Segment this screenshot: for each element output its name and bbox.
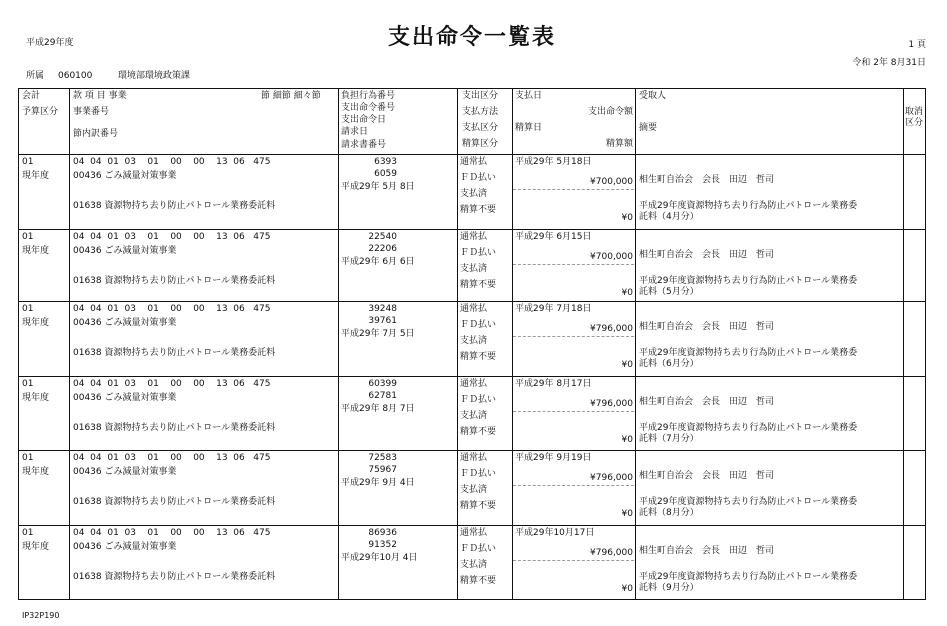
cell-kubun: 現年度: [22, 467, 50, 477]
cell-memo: 平成29年度資源物持ち去り行為防止パトロール業務委: [639, 423, 858, 433]
cell-codes: 04 04 01 03 01 00 00 13 06 475: [73, 304, 271, 314]
cell-shiharai-status: 支払済: [460, 485, 488, 495]
cell-shiharai-kubun: 通常払: [460, 528, 488, 538]
table-row: [19, 302, 925, 376]
cell-divider: [513, 336, 634, 337]
cell-pay-date: 平成29年 5月18日: [515, 157, 592, 167]
cell-amount: ¥796,000: [590, 324, 633, 334]
cell-payee: 相生町自治会 会長 田辺 哲司: [639, 322, 775, 332]
cell-seisan-kubun: 精算不要: [460, 501, 497, 511]
cell-meirei-no: 39761: [368, 316, 397, 326]
cell-pay-date: 平成29年 6月15日: [515, 232, 592, 242]
header-yosan-kubun: 予算区分: [22, 107, 59, 117]
cell-seisan-kubun: 精算不要: [460, 427, 497, 437]
header-seikyu-no: 請求書番号: [341, 140, 387, 150]
header-futan-no: 負担行為番号: [341, 91, 396, 101]
cell-uchiwake: 01638 資源物持ち去り防止パトロール業務委託料: [73, 497, 276, 507]
cell-futan-no: 6393: [374, 157, 397, 167]
cell-payee: 相生町自治会 会長 田辺 哲司: [639, 397, 775, 407]
cell-meirei-no: 75967: [368, 465, 397, 475]
cell-jigyo: 00436 ごみ減量対策事業: [73, 393, 177, 403]
header-seisan-bi: 精算日: [515, 123, 543, 133]
cell-amount: ¥796,000: [590, 548, 633, 558]
cell-memo-cont: 託料（6月分）: [639, 359, 699, 369]
cell-meirei-no: 6059: [374, 169, 397, 179]
header-uchiwake: 節内訳番号: [73, 129, 119, 139]
cell-payee: 相生町自治会 会長 田辺 哲司: [639, 546, 775, 556]
cell-codes: 04 04 01 03 01 00 00 13 06 475: [73, 528, 271, 538]
cell-kaikei: 01: [22, 304, 34, 314]
cell-divider: [513, 411, 634, 412]
cell-kaikei: 01: [22, 528, 34, 538]
header-torikeshi-kubun: 区分: [905, 118, 924, 128]
cell-shiharai-status: 支払済: [460, 411, 488, 421]
department-name: 環境部環境政策課: [118, 71, 191, 81]
cell-shiharai-houhou: ＦＤ払い: [460, 320, 497, 330]
cell-shiharai-status: 支払済: [460, 560, 488, 570]
cell-shiharai-kubun: 通常払: [460, 157, 488, 167]
cell-memo-cont: 託料（4月分）: [639, 212, 699, 222]
cell-futan-no: 39248: [368, 304, 397, 314]
cell-divider: [513, 485, 634, 486]
cell-payee: 相生町自治会 会長 田辺 哲司: [639, 250, 775, 260]
table-row: [19, 377, 925, 450]
cell-kubun: 現年度: [22, 318, 50, 328]
cell-codes: 04 04 01 03 01 00 00 13 06 475: [73, 232, 271, 242]
cell-meirei-date: 平成29年 9月 4日: [341, 478, 415, 488]
header-meirei-gaku: 支出命令額: [587, 107, 633, 117]
header-shiharai-kubun2: 支払区分: [462, 123, 499, 133]
cell-codes: 04 04 01 03 01 00 00 13 06 475: [73, 379, 271, 389]
cell-meirei-date: 平成29年 6月 6日: [341, 257, 415, 267]
header-kanko: 款 項 目 事業: [73, 91, 127, 101]
cell-meirei-no: 62781: [368, 391, 397, 401]
cell-shiharai-kubun: 通常払: [460, 304, 488, 314]
cell-amount: ¥700,000: [590, 252, 633, 262]
cell-amount: ¥796,000: [590, 399, 633, 409]
cell-kaikei: 01: [22, 453, 34, 463]
header-meirei-no: 支出命令番号: [341, 103, 396, 113]
cell-seisan-amount: ¥0: [621, 360, 633, 370]
cell-pay-date: 平成29年 8月17日: [515, 379, 592, 389]
cell-seisan-amount: ¥0: [621, 435, 633, 445]
header-meirei-date: 支出命令日: [341, 115, 387, 125]
header-jigyo-no: 事業番号: [73, 107, 110, 117]
header-tekiyo: 摘要: [639, 123, 658, 133]
cell-payee: 相生町自治会 会長 田辺 哲司: [639, 175, 775, 185]
cell-uchiwake: 01638 資源物持ち去り防止パトロール業務委託料: [73, 276, 276, 286]
page-number: 1 頁: [908, 40, 926, 50]
header-kaikei: 会計: [22, 91, 41, 101]
cell-seisan-kubun: 精算不要: [460, 576, 497, 586]
cell-memo-cont: 託料（7月分）: [639, 434, 699, 444]
cell-uchiwake: 01638 資源物持ち去り防止パトロール業務委託料: [73, 201, 276, 211]
cell-meirei-no: 22206: [368, 244, 397, 254]
table-row: [19, 451, 925, 525]
fiscal-year: 平成29年度: [26, 38, 74, 48]
cell-futan-no: 60399: [368, 379, 397, 389]
report-code: IP32P190: [22, 611, 60, 620]
cell-seisan-kubun: 精算不要: [460, 205, 497, 215]
cell-shiharai-houhou: ＦＤ払い: [460, 173, 497, 183]
cell-codes: 04 04 01 03 01 00 00 13 06 475: [73, 453, 271, 463]
cell-meirei-no: 91352: [368, 540, 397, 550]
department-code: 060100: [58, 71, 93, 81]
cell-shiharai-kubun: 通常払: [460, 232, 488, 242]
cell-kaikei: 01: [22, 157, 34, 167]
expenditure-table: [18, 88, 926, 600]
header-shiharai-bi: 支払日: [515, 91, 543, 101]
cell-payee: 相生町自治会 会長 田辺 哲司: [639, 471, 775, 481]
header-shiharai-kubun: 支出区分: [462, 91, 499, 101]
cell-seisan-amount: ¥0: [621, 213, 633, 223]
cell-memo: 平成29年度資源物持ち去り行為防止パトロール業務委: [639, 201, 858, 211]
cell-amount: ¥796,000: [590, 473, 633, 483]
page-title: 支出命令一覧表: [388, 25, 557, 50]
cell-shiharai-houhou: ＦＤ払い: [460, 469, 497, 479]
header-seikyu-date: 請求日: [341, 127, 369, 137]
cell-kubun: 現年度: [22, 393, 50, 403]
header-torikeshi: 取消: [905, 107, 924, 117]
cell-memo-cont: 託料（9月分）: [639, 583, 699, 593]
cell-memo: 平成29年度資源物持ち去り行為防止パトロール業務委: [639, 348, 858, 358]
cell-kubun: 現年度: [22, 246, 50, 256]
cell-memo: 平成29年度資源物持ち去り行為防止パトロール業務委: [639, 572, 858, 582]
cell-meirei-date: 平成29年 7月 5日: [341, 329, 415, 339]
cell-jigyo: 00436 ごみ減量対策事業: [73, 318, 177, 328]
cell-divider: [513, 560, 634, 561]
table-row: [19, 155, 925, 229]
header-uketori: 受取人: [639, 91, 667, 101]
table-row: [19, 230, 925, 301]
cell-uchiwake: 01638 資源物持ち去り防止パトロール業務委託料: [73, 348, 276, 358]
cell-memo-cont: 託料（5月分）: [639, 287, 699, 297]
cell-seisan-kubun: 精算不要: [460, 280, 497, 290]
cell-shiharai-kubun: 通常払: [460, 379, 488, 389]
cell-kubun: 現年度: [22, 171, 50, 181]
cell-shiharai-status: 支払済: [460, 189, 488, 199]
cell-pay-date: 平成29年10月17日: [515, 528, 595, 538]
cell-jigyo: 00436 ごみ減量対策事業: [73, 246, 177, 256]
cell-pay-date: 平成29年 7月18日: [515, 304, 592, 314]
cell-jigyo: 00436 ごみ減量対策事業: [73, 467, 177, 477]
cell-memo: 平成29年度資源物持ち去り行為防止パトロール業務委: [639, 497, 858, 507]
cell-meirei-date: 平成29年 8月 7日: [341, 404, 415, 414]
cell-memo-cont: 託料（8月分）: [639, 508, 699, 518]
cell-shiharai-kubun: 通常払: [460, 453, 488, 463]
cell-kubun: 現年度: [22, 542, 50, 552]
cell-seisan-amount: ¥0: [621, 288, 633, 298]
cell-meirei-date: 平成29年10月 4日: [341, 553, 418, 563]
header-shiharai-houhou: 支払方法: [462, 107, 499, 117]
cell-jigyo: 00436 ごみ減量対策事業: [73, 171, 177, 181]
cell-uchiwake: 01638 資源物持ち去り防止パトロール業務委託料: [73, 572, 276, 582]
cell-jigyo: 00436 ごみ減量対策事業: [73, 542, 177, 552]
cell-memo: 平成29年度資源物持ち去り行為防止パトロール業務委: [639, 276, 858, 286]
cell-shiharai-houhou: ＦＤ払い: [460, 544, 497, 554]
cell-uchiwake: 01638 資源物持ち去り防止パトロール業務委託料: [73, 423, 276, 433]
cell-meirei-date: 平成29年 5月 8日: [341, 182, 415, 192]
department-label: 所属: [26, 71, 45, 81]
cell-divider: [513, 189, 634, 190]
cell-pay-date: 平成29年 9月19日: [515, 453, 592, 463]
cell-kaikei: 01: [22, 232, 34, 242]
header-seisan-kubun: 精算区分: [462, 139, 499, 149]
cell-futan-no: 72583: [368, 453, 397, 463]
cell-seisan-amount: ¥0: [621, 509, 633, 519]
cell-shiharai-houhou: ＦＤ払い: [460, 248, 497, 258]
cell-amount: ¥700,000: [590, 177, 633, 187]
header-setsu: 節 細節 細々節: [261, 91, 321, 101]
cell-seisan-amount: ¥0: [621, 584, 633, 594]
cell-codes: 04 04 01 03 01 00 00 13 06 475: [73, 157, 271, 167]
cell-shiharai-status: 支払済: [460, 336, 488, 346]
cell-futan-no: 22540: [368, 232, 397, 242]
header-seisan-gaku: 精算額: [605, 139, 633, 149]
print-date: 令和 2年 8月31日: [852, 58, 926, 68]
cell-kaikei: 01: [22, 379, 34, 389]
table-row: [19, 526, 925, 599]
cell-seisan-kubun: 精算不要: [460, 352, 497, 362]
cell-futan-no: 86936: [368, 528, 397, 538]
cell-shiharai-houhou: ＦＤ払い: [460, 395, 497, 405]
cell-shiharai-status: 支払済: [460, 264, 488, 274]
cell-divider: [513, 264, 634, 265]
